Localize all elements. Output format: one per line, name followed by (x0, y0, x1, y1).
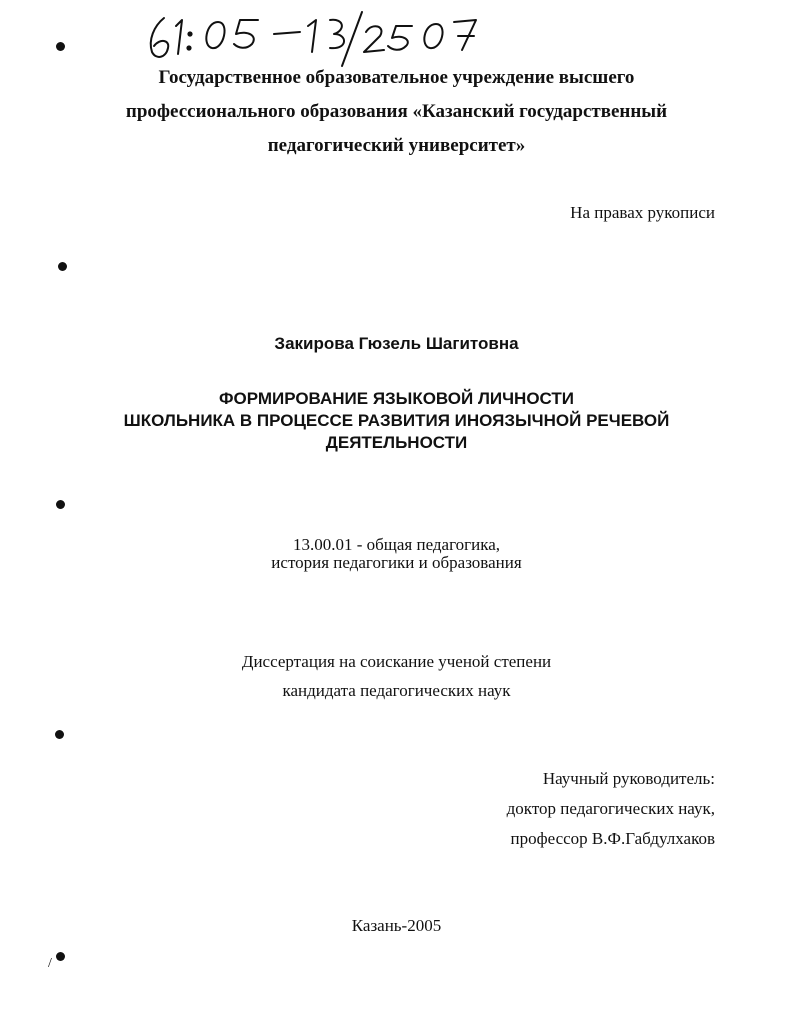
binding-hole (58, 262, 67, 271)
manuscript-note: На правах рукописи (570, 203, 715, 222)
handwritten-catalog-number (140, 4, 500, 68)
institution-line-3: педагогический университет» (267, 135, 526, 156)
city-year: Казань-2005 (351, 916, 442, 935)
binding-hole (56, 42, 65, 51)
degree-line-1: Диссертация на соискание ученой степени (241, 652, 552, 671)
supervisor-degree: доктор педагогических наук, (506, 799, 715, 818)
binding-hole (56, 500, 65, 509)
specialty-line-1: 13.00.01 - общая педагогика, (292, 535, 501, 554)
institution-line-1: Государственное образовательное учреждение высшего (158, 67, 635, 88)
specialty-line-2: история педагогики и образования (271, 553, 522, 572)
binding-hole (56, 952, 65, 961)
dissertation-title-line-3: ДЕЯТЕЛЬНОСТИ (325, 433, 468, 452)
stray-mark: / (48, 956, 52, 971)
binding-hole (55, 730, 64, 739)
supervisor-label: Научный руководитель: (542, 769, 715, 788)
supervisor-name: профессор В.Ф.Габдулхаков (510, 829, 715, 848)
author-name: Закирова Гюзель Шагитовна (274, 334, 519, 353)
dissertation-title-line-1: ФОРМИРОВАНИЕ ЯЗЫКОВОЙ ЛИЧНОСТИ (218, 389, 574, 408)
institution-line-2: профессионального образования «Казанский государственный (125, 101, 668, 122)
degree-line-2: кандидата педагогических наук (282, 681, 511, 700)
dissertation-title-line-2: ШКОЛЬНИКА В ПРОЦЕССЕ РАЗВИТИЯ ИНОЯЗЫЧНОЙ РЕЧЕВОЙ (123, 411, 670, 430)
